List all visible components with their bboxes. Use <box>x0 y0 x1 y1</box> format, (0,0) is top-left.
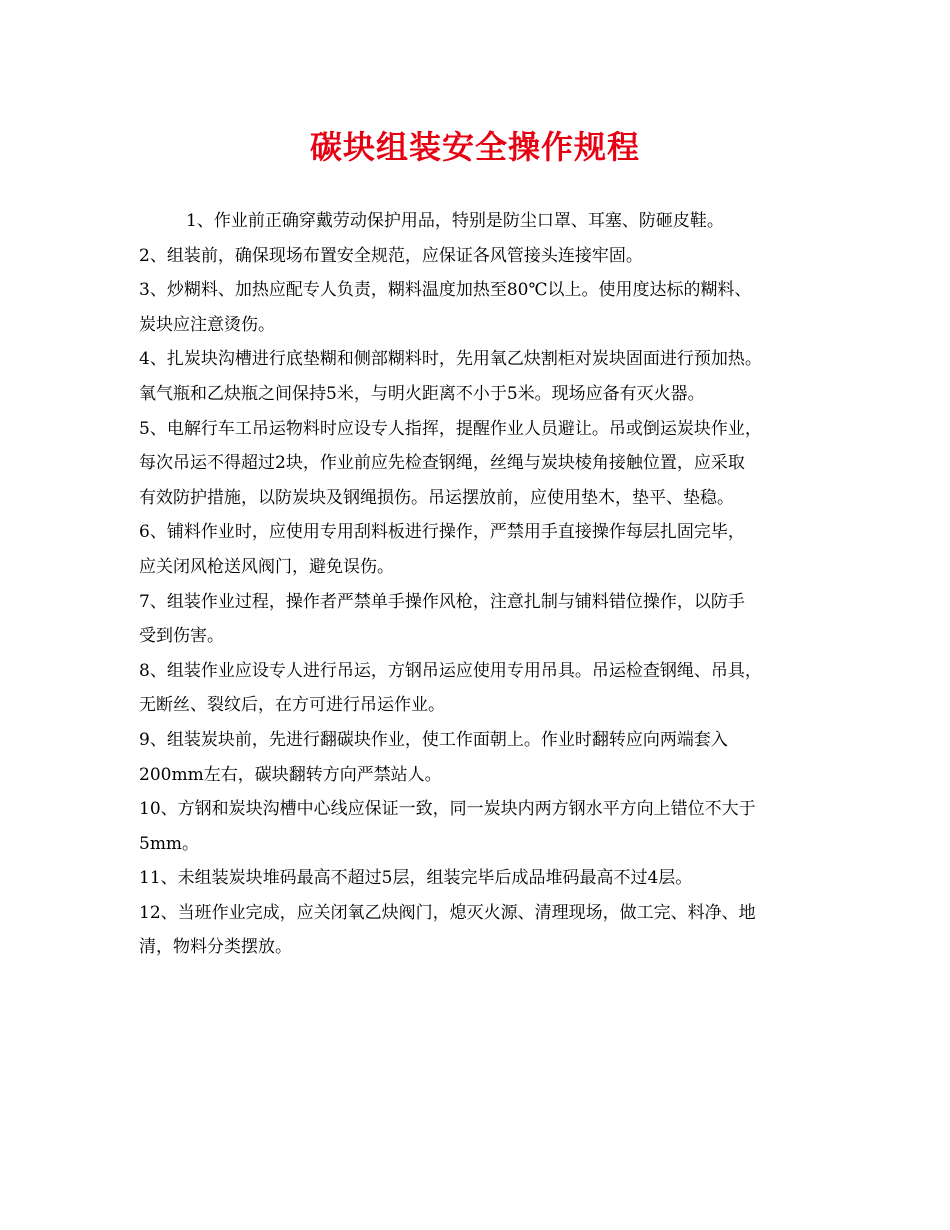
body-line: 炭块应注意烫伤。 <box>139 314 275 335</box>
body-line: 2、组装前，确保现场布置安全规范，应保证各风管接头连接牢固。 <box>139 245 643 266</box>
body-line: 200mm左右，碳块翻转方向严禁站人。 <box>139 764 442 785</box>
body-line: 9、组装炭块前，先进行翻碳块作业，使工作面朝上。作业时翻转应向两端套入 <box>139 729 728 750</box>
body-line: 8、组装作业应设专人进行吊运，方钢吊运应使用专用吊具。吊运检查钢绳、吊具， <box>139 660 762 681</box>
body-line: 应关闭风枪送风阀门，避免误伤。 <box>139 556 394 577</box>
body-line: 无断丝、裂纹后，在方可进行吊运作业。 <box>139 695 445 716</box>
body-line: 12、当班作业完成，应关闭氧乙炔阀门，熄灭火源、清理现场，做工完、料净、地 <box>139 902 756 923</box>
document-title: 碳块组装安全操作规程 <box>309 128 640 166</box>
body-line: 每次吊运不得超过2块，作业前应先检查钢绳，丝绳与炭块棱角接触位置，应采取 <box>139 453 745 474</box>
body-line: 3、炒糊料、加热应配专人负责，糊料温度加热至80℃以上。使用度达标的糊料、 <box>139 280 752 301</box>
body-line: 11、未组装炭块堆码最高不超过5层，组装完毕后成品堆码最高不过4层。 <box>139 868 693 889</box>
body-line: 7、组装作业过程，操作者严禁单手操作风枪，注意扎制与铺料错位操作，以防手 <box>139 591 745 612</box>
body-line: 受到伤害。 <box>139 626 224 647</box>
document-body <box>139 204 829 965</box>
body-line: 1、作业前正确穿戴劳动保护用品，特别是防尘口罩、耳塞、防砸皮鞋。 <box>186 211 724 231</box>
body-line: 6、铺料作业时，应使用专用刮料板进行操作，严禁用手直接操作每层扎固完毕， <box>139 522 745 543</box>
body-line: 有效防护措施，以防炭块及钢绳损伤。吊运摆放前，应使用垫木，垫平、垫稳。 <box>139 487 734 508</box>
body-line: 5mm。 <box>139 833 200 854</box>
body-line: 清，物料分类摆放。 <box>139 937 292 958</box>
body-line: 氧气瓶和乙炔瓶之间保持5米，与明火距离不小于5米。现场应备有灭火器。 <box>139 383 705 404</box>
body-line: 4、扎炭块沟槽进行底垫糊和侧部糊料时，先用氧乙炔割柜对炭块固面进行预加热。 <box>139 349 762 370</box>
body-line: 10、方钢和炭块沟槽中心线应保证一致，同一炭块内两方钢水平方向上错位不大于 <box>139 799 756 820</box>
body-line: 5、电解行车工吊运物料时应设专人指挥，提醒作业人员避让。吊或倒运炭块作业， <box>139 418 762 439</box>
